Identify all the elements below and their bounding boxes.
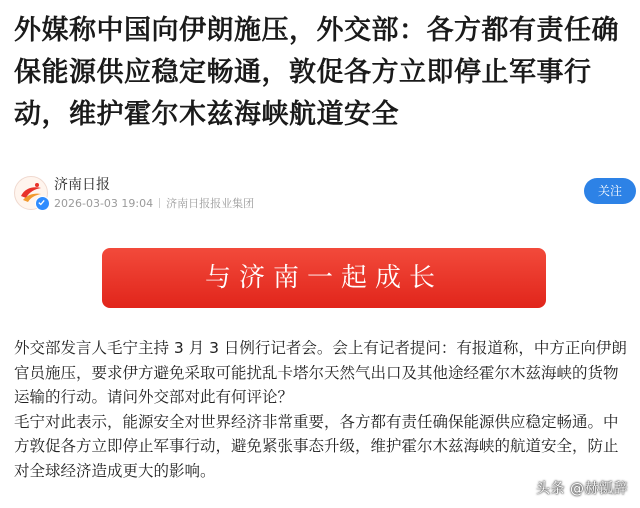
- source-avatar[interactable]: [14, 176, 48, 210]
- article-body: [14, 336, 632, 483]
- publisher-name: 济南日报报业集团: [166, 197, 255, 210]
- follow-button[interactable]: 关注: [584, 178, 636, 204]
- watermark-text: 头条 @赫瓤辞: [536, 481, 628, 497]
- article-paragraph: 毛宁对此表示，能源安全对世界经济非常重要，各方都有责任确保能源供应稳定畅通。中方敦促各方立即停止军事行动，避免紧张事态升级，维护霍尔木兹海峡的航道安全，防止对全球经济造成更大的影响。: [14, 412, 619, 480]
- verified-check-icon: [35, 196, 50, 211]
- publish-date: 2026-03-03 19:04: [54, 197, 154, 210]
- article-headline: 外媒称中国向伊朗施压，外交部：各方都有责任确保能源供应稳定畅通，敦促各方立即停止军事行动，维护霍尔木兹海峡航道安全: [14, 15, 619, 130]
- source-name[interactable]: 济南日报: [54, 177, 110, 193]
- article-paragraph: 外交部发言人毛宁主持 3 月 3 日例行记者会。会上有记者提问：有报道称，中方正向伊朗官员施压，要求伊方避免采取可能扰乱卡塔尔天然气出口及其他途经霍尔木兹海峡的货物运输的行动。请问外交部对此有何评论？: [14, 339, 627, 406]
- source-meta: [54, 195, 254, 211]
- source-info-row: [14, 170, 626, 214]
- promo-banner[interactable]: 与济南一起成长: [102, 248, 546, 308]
- meta-divider: [159, 198, 160, 208]
